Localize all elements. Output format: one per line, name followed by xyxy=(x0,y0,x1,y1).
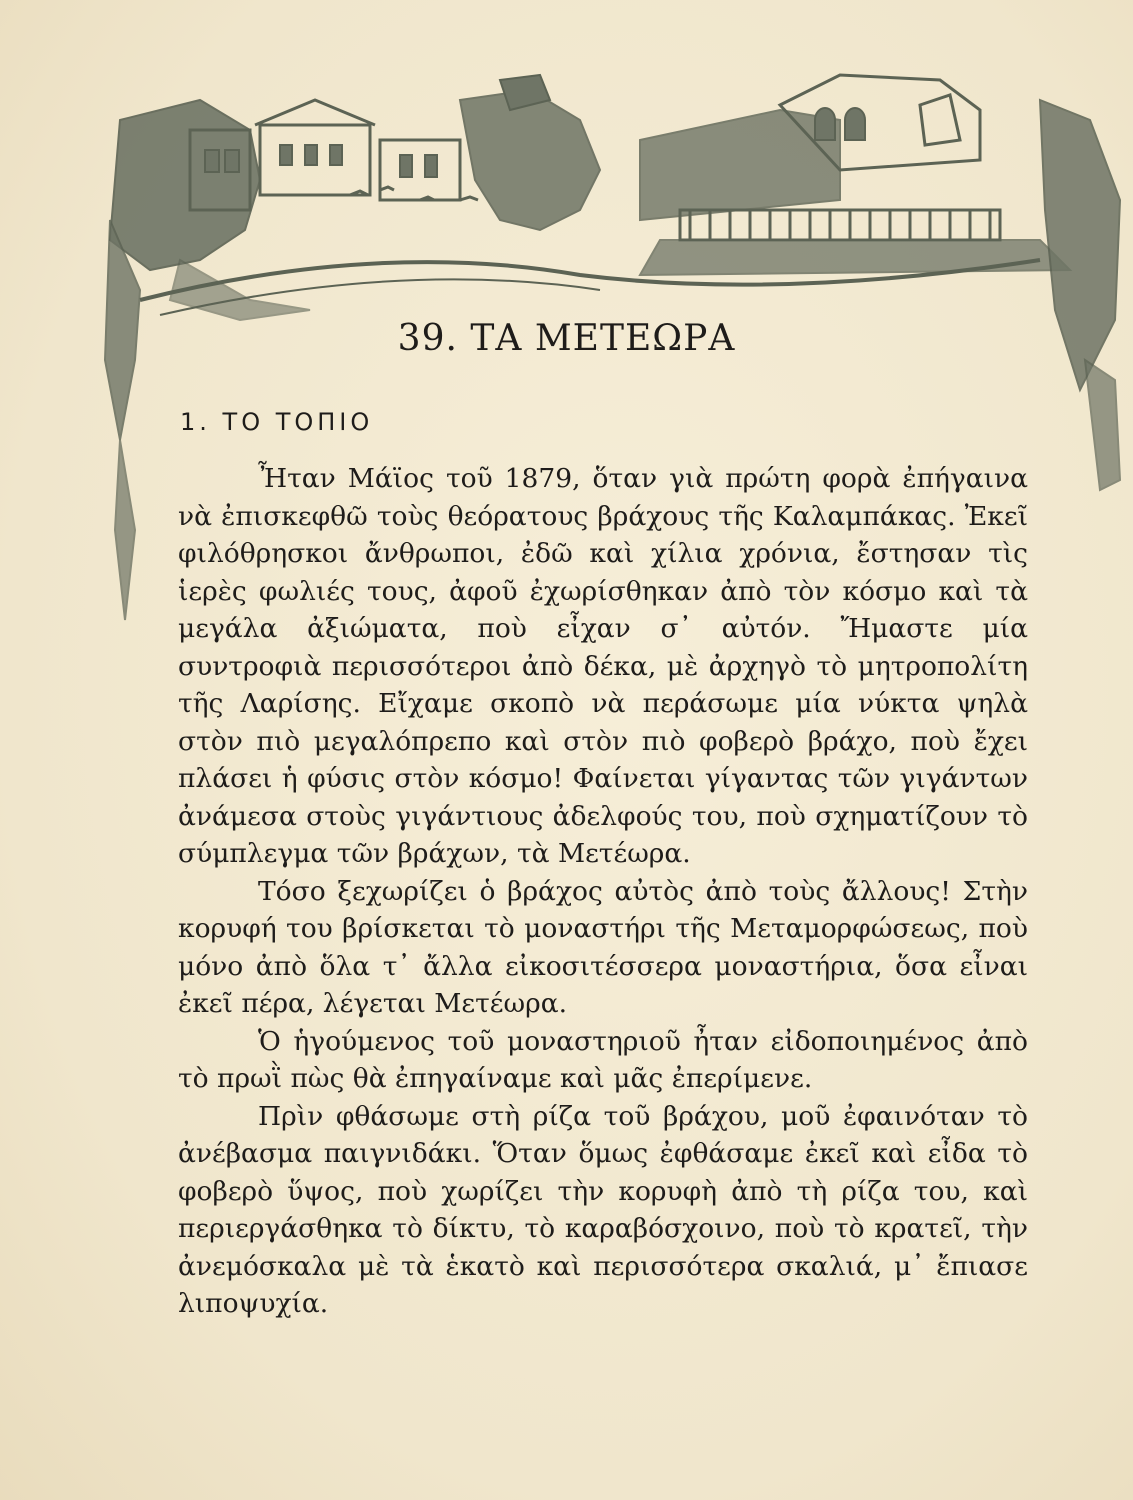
section-heading: 1. ΤΟ ΤΟΠΙΟ xyxy=(180,408,374,436)
body-text xyxy=(178,460,1028,1323)
paragraph-2: Τόσο ξεχωρίζει ὁ βράχος αὐτὸς ἀπὸ τοὺς ἄλλους! Στὴν κορυφή του βρίσκεται τὸ μοναστήρι τῆς Μεταμορφώσεως, ποὺ μόνο ἀπὸ ὅλα τ᾽ ἄλλα εἰκοσιτέσσερα μοναστήρια, ὅσα εἶναι ἐκεῖ πέρα, λέγεται Μετέωρα. xyxy=(178,875,1028,1019)
chapter-title: 39. ΤΑ ΜΕΤΕΩΡΑ xyxy=(397,318,736,359)
paragraph-4: Πρὶν φθάσωμε στὴ ρίζα τοῦ βράχου, μοῦ ἐφαινόταν τὸ ἀνέβασμα παιγνιδάκι. Ὅταν ὅμως ἐφθάσαμε ἐκεῖ καὶ εἶδα τὸ φοβερὸ ὕψος, ποὺ χωρίζει τὴν κορυφὴ ἀπὸ τὴ ρίζα του, καὶ περιεργάσθηκα τὸ δίκτυ, τὸ καραβόσχοινο, ποὺ τὸ κρατεῖ, τὴν ἀνεμόσκαλα μὲ τὰ ἑκατὸ καὶ περισσότερα σκαλιά, μ᾽ ἔπιασε λιποψυχία. xyxy=(178,1100,1028,1319)
paragraph-3: Ὁ ἡγούμενος τοῦ μοναστηριοῦ ἦταν εἰδοποιημένος ἀπὸ τὸ πρωῒ πὼς θὰ ἐπηγαίναμε καὶ μᾶς ἐπερίμενε. xyxy=(178,1025,1028,1094)
paragraph-1: Ἦταν Μάϊος τοῦ 1879, ὅταν γιὰ πρώτη φορὰ ἐπήγαινα νὰ ἐπισκεφθῶ τοὺς θεόρατους βράχους τῆς Καλαμπάκας. Ἐκεῖ φιλόθρησκοι ἄνθρωποι, ἐδῶ καὶ χίλια χρόνια, ἔστησαν τὶς ἱερὲς φωλιές τους, ἀφοῦ ἐχωρίσθηκαν ἀπὸ τὸν κόσμο καὶ τὰ μεγάλα ἀξιώματα, ποὺ εἶχαν σ᾽ αὐτόν. Ἤμαστε μία συντροφιὰ περισσότεροι ἀπὸ δέκα, μὲ ἀρχηγὸ τὸ μητροπολίτη τῆς Λαρίσης. Εἴχαμε σκοπὸ νὰ περάσωμε μία νύκτα ψηλὰ στὸν πιὸ μεγαλόπρεπο καὶ στὸν πιὸ φοβερὸ βράχο, ποὺ ἔχει πλάσει ἡ φύσις στὸν κόσμο! Φαίνεται γίγαντας τῶν γιγάντων ἀνάμεσα στοὺς γιγάντιους ἀδελφούς του, ποὺ σχηματίζουν τὸ σύμπλεγμα τῶν βράχων, τὰ Μετέωρα. xyxy=(178,463,1028,869)
